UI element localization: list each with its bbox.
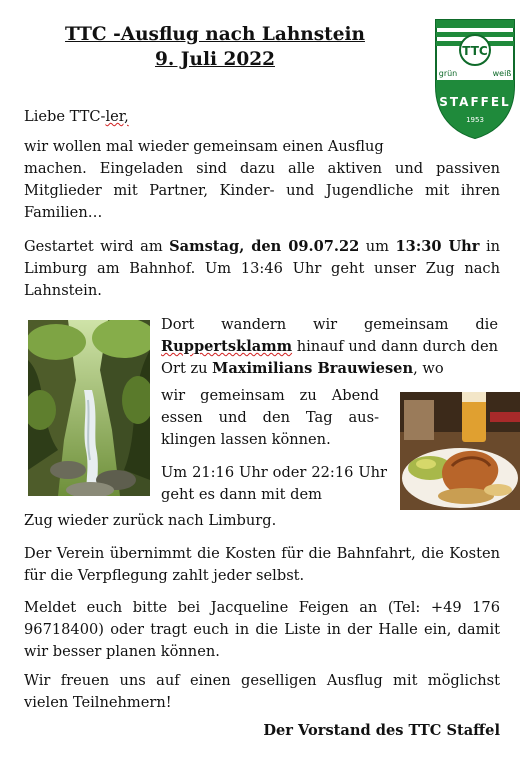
paragraph-hike	[161, 314, 498, 380]
food-photo	[400, 392, 520, 510]
paragraph-costs: Der Verein übernimmt die Kosten für die Bahnfahrt, die Kosten für die Verpflegung zahlt jeder selbst.	[24, 545, 500, 584]
signature: Der Vorstand des TTC Staffel	[263, 722, 500, 739]
departure-text-2: um	[359, 238, 396, 255]
gorge-name: Ruppertsklamm	[161, 338, 293, 355]
paragraph-invitation-line1: wir wollen mal wieder gemeinsam einen Ausflug	[24, 138, 384, 155]
title-line-2: 9. Juli 2022	[155, 49, 275, 70]
paragraph-return: Zug wieder zurück nach Limburg.	[24, 512, 277, 529]
logo-right-word: weiß	[492, 69, 512, 78]
gorge-photo	[28, 320, 150, 496]
restaurant-name: Maximilians Brauwiesen	[212, 360, 414, 377]
logo-ttc-text: TTC	[462, 44, 488, 58]
club-logo	[432, 18, 518, 140]
page-title	[40, 22, 390, 72]
greeting-suffix: ler,	[105, 108, 129, 125]
greeting	[24, 106, 129, 128]
paragraph-invitation: machen. Eingeladen sind dazu alle aktiven und passiven Mitglieder mit Partner, Kinder- und Jugendliche mit ihren Familien…	[24, 160, 500, 221]
greeting-prefix: Liebe TTC-	[24, 108, 106, 125]
logo-year: 1953	[466, 116, 484, 124]
departure-text-1: Gestartet wird am	[24, 238, 170, 255]
hike-text-2: hinauf und dann durch den Ort zu	[161, 338, 498, 377]
paragraph-departure	[24, 236, 500, 302]
logo-left-word: grün	[438, 69, 458, 78]
paragraph-closing: Wir freuen uns auf einen geselligen Ausflug mit möglichst vielen Teilnehmern!	[24, 672, 500, 711]
hike-text-1: Dort wandern wir gemeinsam die	[161, 316, 498, 333]
departure-date: Samstag, den 09.07.22	[169, 238, 360, 255]
logo-club-name: STAFFEL	[439, 95, 511, 109]
title-line-1: TTC -Ausflug nach Lahnstein	[65, 24, 365, 45]
paragraph-registration: Meldet euch bitte bei Jacqueline Feigen an (Tel: +49 176 96718400) oder tragt euch in die Liste in der Halle ein, damit wir besser planen können.	[24, 599, 500, 660]
paragraph-dinner: wir gemeinsam zu Abend essen und den Tag aus-klingen lassen können.	[161, 387, 379, 448]
paragraph-return-wrap: Um 21:16 Uhr oder 22:16 Uhr geht es dann mit dem	[161, 464, 387, 503]
hike-text-3: , wo	[413, 360, 444, 377]
departure-time: 13:30 Uhr	[395, 238, 480, 255]
departure-text-3: in Limburg am Bahnhof. Um 13:46 Uhr geht unser Zug nach Lahnstein.	[24, 238, 501, 299]
